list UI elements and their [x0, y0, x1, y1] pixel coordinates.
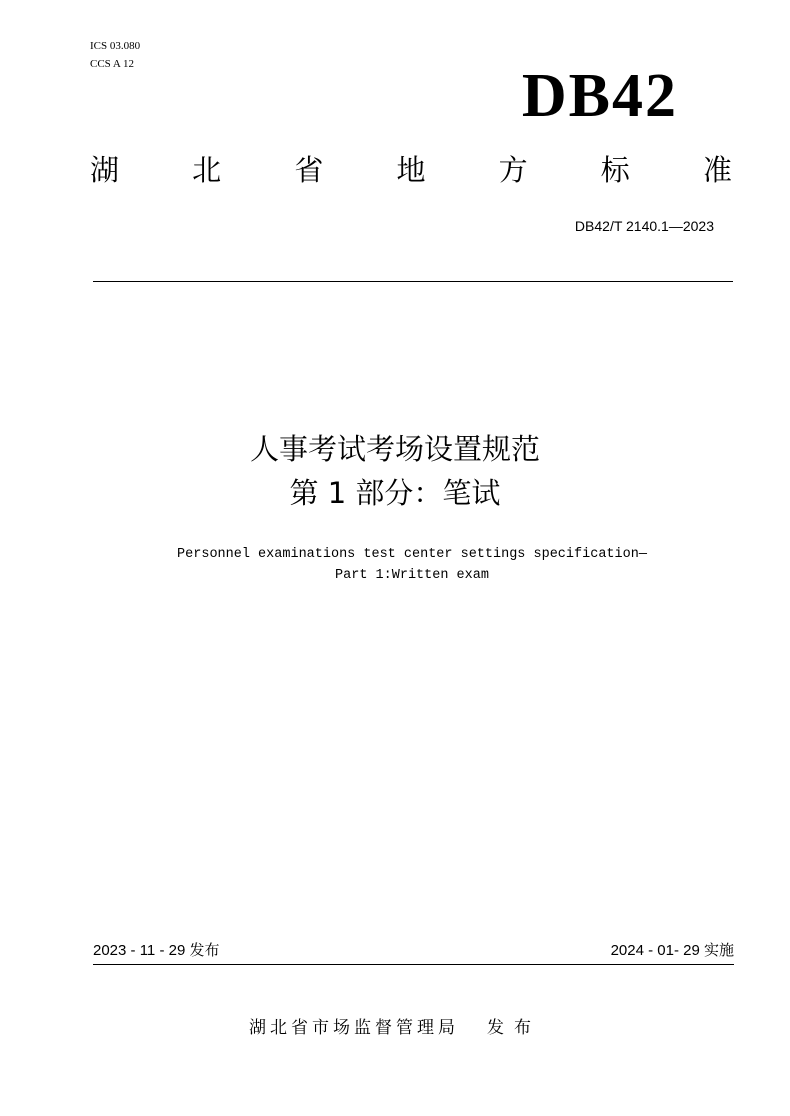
standard-type-char: 准	[702, 153, 732, 187]
footer-divider	[93, 964, 734, 965]
standard-number: DB42/T 2140.1—2023	[574, 218, 714, 234]
standard-type-title	[90, 150, 732, 190]
issuer-line	[0, 1015, 790, 1041]
standard-type-char: 湖	[90, 153, 120, 187]
standard-type-char: 地	[396, 153, 426, 187]
standard-type-char: 省	[294, 153, 324, 187]
english-title-line-1: Personnel examinations test center settings specification—	[177, 547, 647, 562]
standard-type-char: 方	[498, 153, 528, 187]
implement-date: 2024 - 01- 29 实施	[610, 942, 734, 959]
chinese-title-line-2: 第 1 部分：笔试	[289, 476, 501, 510]
issuer-name: 湖北省市场监督管理局	[249, 1018, 459, 1038]
ccs-code: CCS A 12	[90, 58, 135, 70]
header-divider	[93, 281, 733, 282]
standard-type-char: 北	[192, 153, 222, 187]
english-title-line-2: Part 1:Written exam	[335, 568, 489, 583]
standard-type-char: 标	[600, 153, 630, 187]
ics-code: ICS 03.080	[90, 40, 141, 52]
issuer-action: 发布	[487, 1018, 541, 1038]
standard-code-logo: DB42	[521, 62, 678, 130]
chinese-title-line-1: 人事考试考场设置规范	[249, 432, 540, 466]
publish-date: 2023 - 11 - 29 发布	[93, 942, 220, 959]
